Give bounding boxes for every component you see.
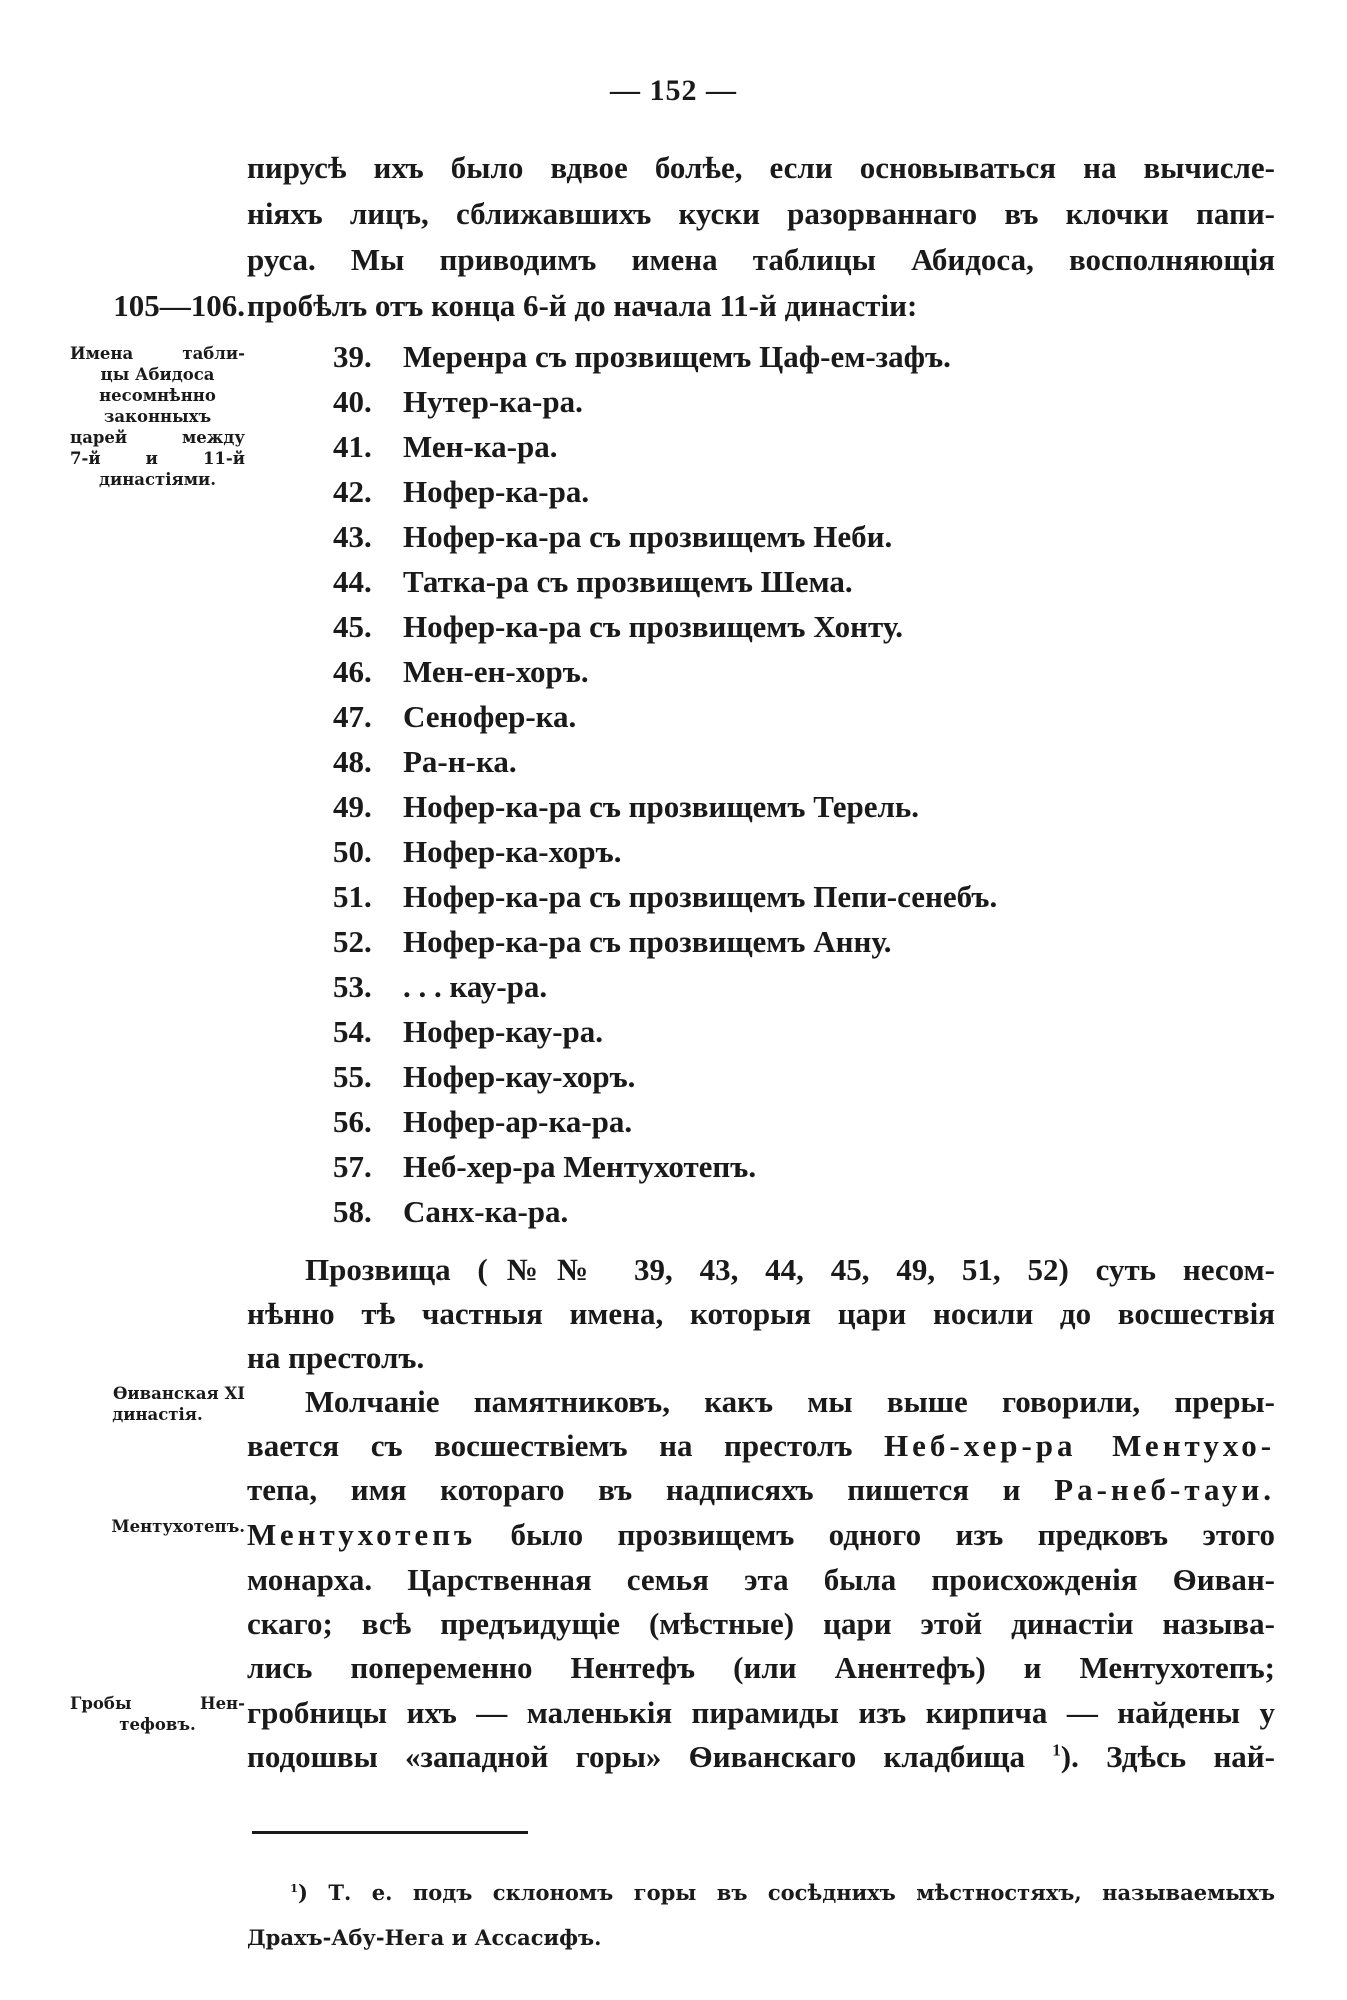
sidenote-theban-dynasty	[70, 1383, 245, 1425]
item-number: 50.	[333, 834, 372, 869]
text-line: монарха. Царственная семья эта была происхожденія Ѳиван-	[247, 1562, 1275, 1597]
item-number: 52.	[333, 924, 372, 959]
list-item	[333, 472, 997, 517]
page-number: — 152 —	[610, 74, 737, 107]
item-name: Неб-хер-ра Ментухотепъ.	[403, 1149, 757, 1184]
item-name: Ра-н-ка.	[403, 744, 517, 779]
footnote-marker: 1	[290, 1881, 299, 1895]
text-line: пробѣлъ отъ конца 6-й до начала 11-й династіи:	[247, 288, 918, 323]
text-line: нѣнно тѣ частныя имена, которыя цари носили до восшествія	[247, 1296, 1275, 1331]
list-item	[333, 742, 997, 787]
text-span: ) Т. е. подъ склономъ горы въ сосѣднихъ мѣстностяхъ, называемыхъ	[298, 1880, 1275, 1905]
list-item	[333, 337, 997, 382]
item-name: Мен-ка-ра.	[403, 429, 558, 464]
text-line: скаго; всѣ предъидущіе (мѣстные) цари этой династіи называ-	[247, 1606, 1275, 1641]
margin-reference: 105—106.	[113, 288, 245, 323]
sidenote-line: царей между	[70, 428, 245, 447]
text-line: ніяхъ лицъ, сближавшихъ куски разорваннаго въ клочки папи-	[247, 196, 1275, 231]
sidenote-line: Имена табли-	[70, 344, 245, 363]
text-line: пирусѣ ихъ было вдвое болѣе, если основываться на вычисле-	[247, 150, 1275, 185]
item-name: Нофер-ка-ра.	[403, 474, 590, 509]
item-number: 55.	[333, 1059, 372, 1094]
item-number: 56.	[333, 1104, 372, 1139]
item-number: 49.	[333, 789, 372, 824]
spaced-name: Ментухотепъ	[247, 1517, 477, 1552]
list-item	[333, 652, 997, 697]
text-line	[247, 1737, 1275, 1777]
item-number: 39.	[333, 339, 372, 374]
list-item	[333, 1057, 997, 1102]
list-item	[333, 1147, 997, 1192]
item-number: 51.	[333, 879, 372, 914]
item-name: Мен-ен-хоръ.	[403, 654, 589, 689]
list-item	[333, 1012, 997, 1057]
item-name: Нофер-кау-хоръ.	[403, 1059, 636, 1094]
item-number: 43.	[333, 519, 372, 554]
sidenote-line: династіями.	[98, 470, 217, 489]
list-item	[333, 562, 997, 607]
list-item	[333, 787, 997, 832]
footnote-line	[290, 1878, 1275, 1908]
sidenote-line: законныхъ	[103, 407, 212, 426]
item-name: Нофер-ка-хоръ.	[403, 834, 622, 869]
list-item	[333, 382, 997, 427]
sidenote-line: несомнѣнно	[99, 386, 216, 405]
list-item	[333, 967, 997, 1012]
sidenote-abydos-table	[70, 343, 245, 490]
item-number: 42.	[333, 474, 372, 509]
list-item	[333, 607, 997, 652]
text-line: Прозвища (№№ 39, 43, 44, 45, 49, 51, 52) суть несом-	[305, 1252, 1275, 1287]
text-span: подошвы «западной горы» Ѳиванскаго кладбища	[247, 1739, 1025, 1774]
sidenote-line: тефовъ.	[119, 1715, 196, 1734]
item-name: Сенофер-ка.	[403, 699, 577, 734]
sidenote-line: Ѳиванская XI	[113, 1384, 245, 1403]
footnote-rule	[252, 1831, 528, 1834]
sidenote-mentuhotep: Ментухотепъ.	[111, 1517, 245, 1536]
item-name: Нутер-ка-ра.	[403, 384, 583, 419]
footnote-reference[interactable]: 1	[1052, 1740, 1061, 1760]
item-number: 54.	[333, 1014, 372, 1049]
item-number: 47.	[333, 699, 372, 734]
item-number: 53.	[333, 969, 372, 1004]
list-item	[333, 427, 997, 472]
kings-list	[333, 337, 997, 1237]
list-item	[333, 877, 997, 922]
text-line: Молчаніе памятниковъ, какъ мы выше говорили, преры-	[305, 1384, 1275, 1419]
text-line: лись попеременно Нентефъ (или Анентефъ) и Ментухотепъ;	[247, 1650, 1275, 1685]
text-span: вается съ восшествіемъ на престолъ	[247, 1428, 853, 1463]
item-number: 57.	[333, 1149, 372, 1184]
item-name: Нофер-ка-ра съ прозвищемъ Пепи-сенебъ.	[403, 879, 998, 914]
item-name: Нофер-ар-ка-ра.	[403, 1104, 633, 1139]
list-item	[333, 1102, 997, 1147]
list-item	[333, 1192, 997, 1237]
list-item	[333, 697, 997, 742]
text-line	[247, 1515, 1275, 1555]
item-name: Нофер-ка-ра съ прозвищемъ Хонту.	[403, 609, 903, 644]
list-item	[333, 922, 997, 967]
item-name: . . . кау-ра.	[403, 969, 548, 1004]
sidenote-line: цы Абидоса	[100, 365, 215, 384]
footnote-line: Драхъ-Абу-Нега и Ассасифъ.	[247, 1925, 602, 1950]
item-number: 44.	[333, 564, 372, 599]
sidenote-line: династія.	[112, 1405, 203, 1424]
item-name: Санх-ка-ра.	[403, 1194, 569, 1229]
item-name: Нофер-ка-ра съ прозвищемъ Неби.	[403, 519, 893, 554]
text-line: на престолъ.	[247, 1340, 425, 1375]
item-number: 46.	[333, 654, 372, 689]
item-name: Нофер-кау-ра.	[403, 1014, 604, 1049]
text-span: тепа, имя котораго въ надписяхъ пишется и	[247, 1472, 1021, 1507]
text-span: было прозвищемъ одного изъ предковъ этого	[510, 1517, 1276, 1552]
sidenote-line: Гробы Нен-	[70, 1694, 245, 1713]
item-name: Татка-ра съ прозвищемъ Шема.	[403, 564, 853, 599]
text-line: гробницы ихъ — маленькія пирамиды изъ кирпича — найдены у	[247, 1695, 1275, 1730]
text-line: руса. Мы приводимъ имена таблицы Абидоса, восполняющія	[247, 242, 1275, 277]
list-item	[333, 517, 997, 562]
item-number: 45.	[333, 609, 372, 644]
item-number: 41.	[333, 429, 372, 464]
text-line	[247, 1426, 1275, 1466]
item-number: 40.	[333, 384, 372, 419]
text-line	[247, 1470, 1275, 1510]
spaced-name: Ра-неб-тауи.	[1054, 1472, 1276, 1507]
text-span: ). Здѣсь най-	[1060, 1739, 1275, 1774]
sidenote-line: 7-й и 11-й	[70, 449, 245, 468]
item-number: 58.	[333, 1194, 372, 1229]
list-item	[333, 832, 997, 877]
item-name: Нофер-ка-ра съ прозвищемъ Терель.	[403, 789, 919, 824]
sidenote-tombs	[70, 1693, 245, 1735]
item-name: Меренра съ прозвищемъ Цаф-ем-зафъ.	[403, 339, 951, 374]
item-number: 48.	[333, 744, 372, 779]
spaced-name: Неб-хер-ра Ментухо-	[884, 1428, 1276, 1463]
item-name: Нофер-ка-ра съ прозвищемъ Анну.	[403, 924, 892, 959]
